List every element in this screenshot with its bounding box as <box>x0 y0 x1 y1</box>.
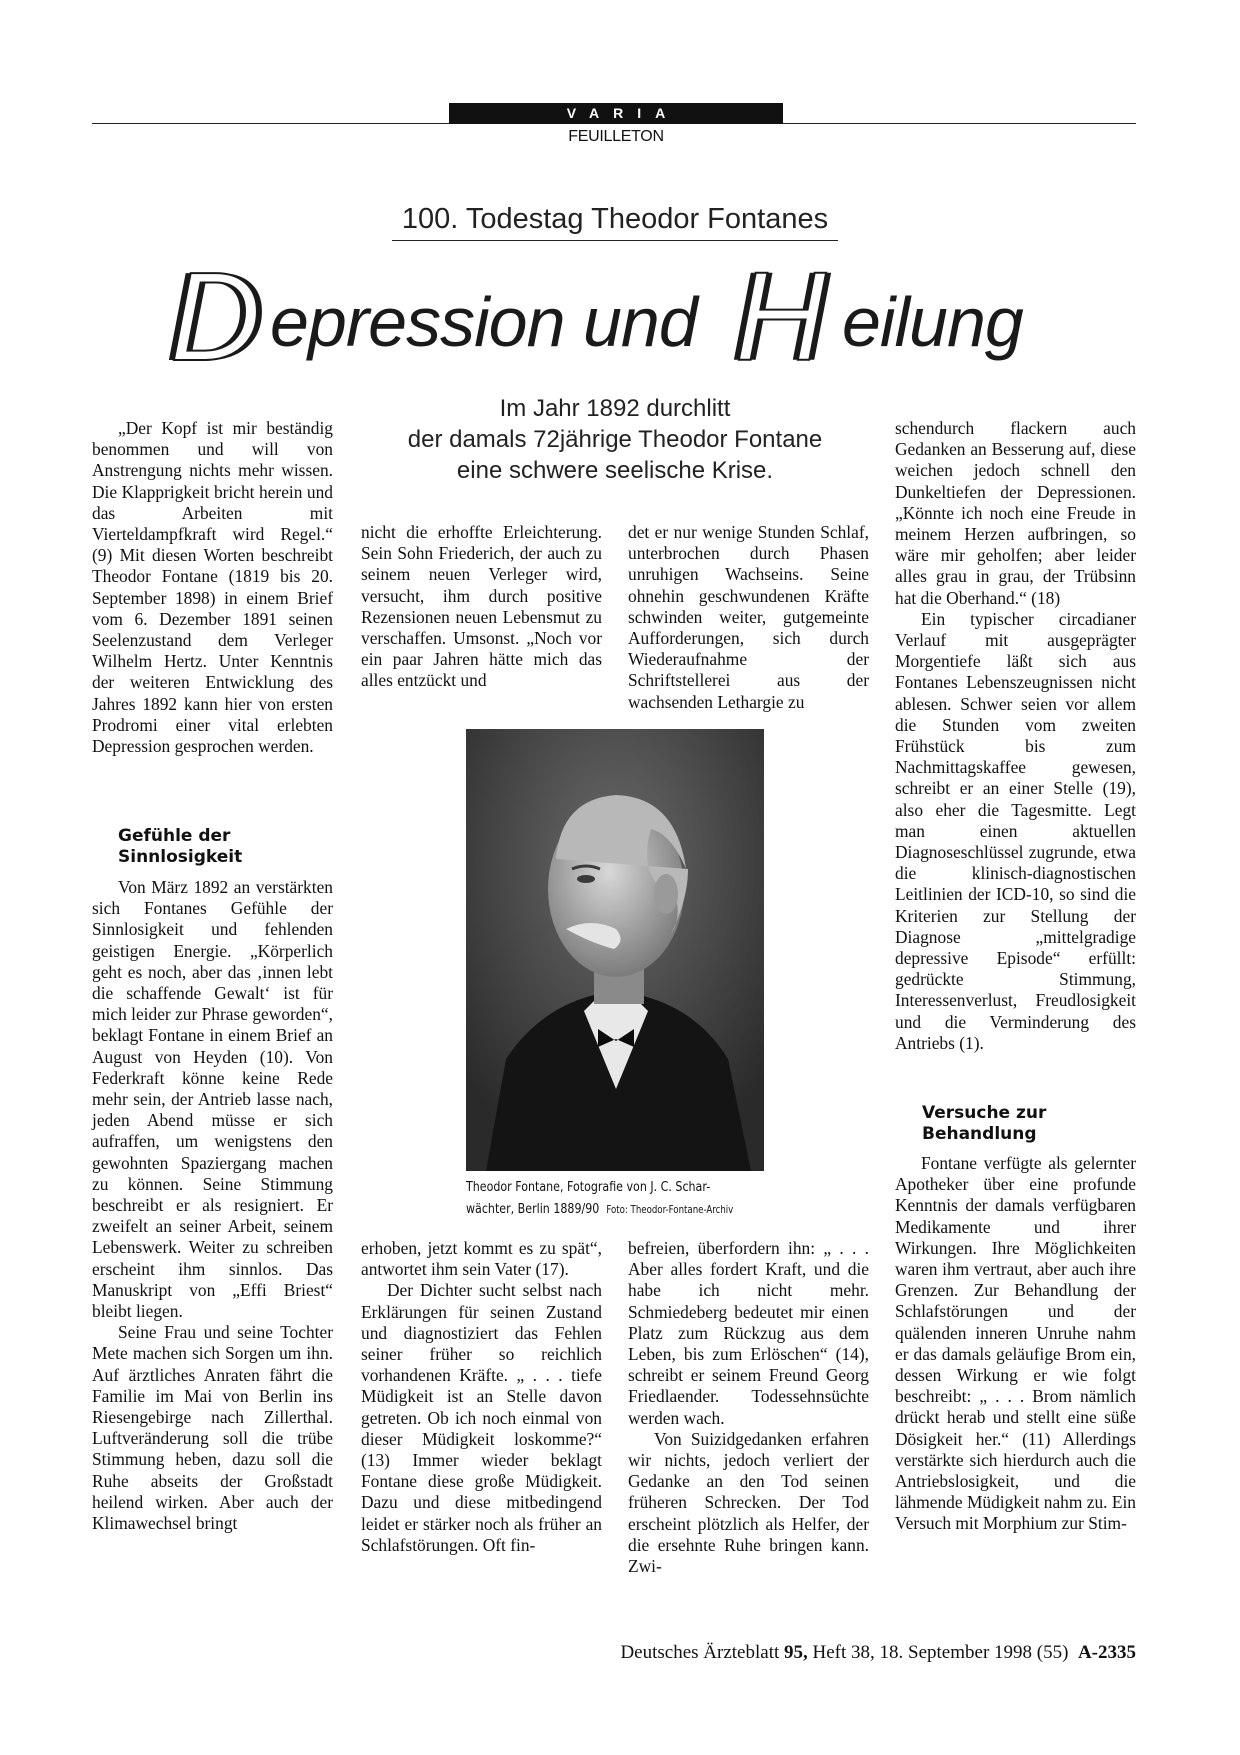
paragraph: Von März 1892 an verstärkten sich Fontanes Gefühle der Sinnlosigkeit und fehlenden geistigen Energie. „Körperlich geht es noch, aber das ‚innen lebt die schaffende Gewalt‘ ist für mich leider zur Phrase geworden“, beklagt Fontane in einem Brief an August von Heyden (10). Von Federkraft könne keine Rede mehr sein, der Antrieb lasse nach, jeden Abend müsse er sich aufraffen, um wenigstens den gewohnten Spaziergang machen zu können. Seine Stimmung beschreibt er als resigniert. Er zweifelt an seiner Arbeit, seinem Lebenswerk. Weiter zu schreiben erscheint ihm sinnlos. Das Manuskript von „Effi Briest“ bleibt liegen. <box>92 877 333 1322</box>
column-1-bottom <box>92 877 333 1534</box>
paragraph: „Der Kopf ist mir beständig benommen und will von Anstrengung nichts mehr wissen. Die Klapprigkeit bricht herein und das Arbeiten mit Vierteldampfkraft wird Regel.“ (9) Mit diesen Worten beschreibt Theodor Fontane (1819 bis 20. September 1898) in einem Brief vom 6. Dezember 1891 seinen Seelenzustand dem Verleger Wilhelm Hertz. Unter Kenntnis der weiteren Entwicklung des Jahres 1892 kann hier von ersten Prodromi einer vital erlebten Depression gesprochen werden. <box>92 418 333 757</box>
subheading-2 <box>922 1103 1132 1145</box>
subheading-line: Behandlung <box>922 1124 1037 1144</box>
caption-line-2 <box>466 1198 737 1221</box>
paragraph: Von Suizidgedanken erfahren wir nichts, jedoch verliert der Gedanke an den Tod seinen früheren Schrecken. Der Tod erscheint plötzlich als Helfer, der die ersehnte Ruhe bringen kann. Zwi- <box>628 1428 869 1577</box>
subheading-line: Versuche zur <box>922 1103 1047 1123</box>
title-initial-2: H <box>735 246 825 387</box>
paragraph: nicht die erhoffte Erleichterung. Sein Sohn Friederich, der auch zu seinem neuen Verleger wird, versucht, ihm durch positive Rezensionen neuen Lebensmut zu verschaffen. Umsonst. „Noch vor ein paar Jahren hätte mich das alles entzückt und <box>361 522 602 691</box>
paragraph: Fontane verfügte als gelernter Apotheker über eine profunde Kenntnis der damals verfügbaren Medikamente und ihrer Wirkungen. Ihre Möglichkeiten waren ihm vertraut, aber auch ihre Grenzen. Zur Behandlung der Schlafstörungen und der quälenden inneren Unruhe nahm er das damals geläufige Brom ein, dessen Wirkung er wie folgt beschreibt: „ . . . Brom nämlich drückt herab und stellt eine süße Dösigkeit her.“ (11) Allerdings verstärkte sich hierdurch auch die Antriebslosigkeit, und die lähmende Müdigkeit nahm zu. Ein Versuch mit Morphium zur Stim- <box>895 1153 1136 1534</box>
title-word-1: epression und <box>270 283 697 361</box>
paragraph: Seine Frau und seine Tochter Mete machen sich Sorgen um ihn. Auf ärztliches Anraten fährt die Familie im Mai von Berlin ins Riesengebirge nach Zillerthal. Luftveränderung soll die trübe Stimmung heben, dazu soll die Ruhe abseits der Großstadt heilend wirken. Aber auch der Klimawechsel bringt <box>92 1322 333 1534</box>
column-4-top <box>895 418 1136 1054</box>
deck-line: der damals 72jährige Theodor Fontane <box>407 426 823 453</box>
journal-volume: 95, <box>784 1642 808 1663</box>
subheading-1 <box>118 826 328 868</box>
page-footer <box>560 1642 1136 1664</box>
column-1-top <box>92 418 333 757</box>
caption-text: wächter, Berlin 1889/90 <box>466 1201 600 1217</box>
column-3-top <box>628 522 869 713</box>
paragraph: erhoben, jetzt kommt es zu spät“, antwortet ihm sein Vater (17). <box>361 1238 602 1280</box>
caption-line: Theodor Fontane, Fotografie von J. C. Schar- <box>466 1179 711 1195</box>
subsection-label: FEUILLETON <box>568 128 664 145</box>
photo-caption <box>466 1176 737 1221</box>
subheading-line: Sinnlosigkeit <box>118 847 243 867</box>
kicker-underline <box>392 240 838 241</box>
article-title <box>170 246 1070 387</box>
paragraph: Ein typischer circadianer Verlauf mit ausgeprägter Morgentiefe läßt sich aus Fontanes Lebenszeugnissen nicht ablesen. Schwer seien vor allem die Stunden vom zweiten Frühstück bis zum Nachmittagskaffee gewesen, schreibt er an einer Stelle (19), also eher die Tagesmitte. Legt man einen aktuellen Diagnoseschlüssel zugrunde, etwa die klinisch-diagnostischen Leitlinien der ICD-10, so sind die Kriterien zur Stellung der Diagnose „mittelgradige depressive Episode“ erfüllt: gedrückte Stimmung, Interessenverlust, Freudlosigkeit und die Verminderung des Antriebs (1). <box>895 608 1136 1053</box>
title-initial-1: D <box>170 246 260 387</box>
title-word-2: eilung <box>842 283 1023 361</box>
section-label: VARIA <box>449 103 783 124</box>
paragraph: det er nur wenige Stunden Schlaf, unterbrochen durch Phasen unruhigen Wachseins. Seine ohnehin geschwundenen Kräfte schwinden weiter, gutgemeinte Aufforderungen, sich durch Wiederaufnahme der Schriftstellerei aus der wachsenden Lethargie zu <box>628 522 869 712</box>
page-number: A-2335 <box>1077 1642 1136 1663</box>
paragraph: schendurch flackern auch Gedanken an Besserung auf, diese weichen jedoch schnell den Dunkeltiefen der Depressionen. „Könnte ich noch eine Freude in meinem Herzen aufbringen, so wäre mir geholfen; aber leider alles grau in grau, der Trübsinn hat die Oberhand.“ (18) <box>895 418 1136 608</box>
column-4-bottom <box>895 1153 1136 1535</box>
issue-info: Heft 38, 18. September 1998 (55) <box>812 1642 1069 1663</box>
journal-name: Deutsches Ärzteblatt <box>620 1642 780 1663</box>
paragraph: befreien, überfordern ihn: „ . . . Aber alles fordert Kraft, und die habe ich nicht mehr. Schmiedeberg bedeutet mir einen Platz zum Rückzug aus dem Leben, bis zum Erlöschen“ (14), schreibt er seinem Freund Georg Friedlaender. Todessehnsüchte werden wach. <box>628 1238 869 1428</box>
deck-line: Im Jahr 1892 durchlitt <box>499 395 731 422</box>
column-2-bottom <box>361 1238 602 1556</box>
paragraph: Der Dichter sucht selbst nach Erklärungen für seinen Zustand und diagnostiziert das Fehlen seiner früher so reichlich vorhandenen Kräfte. „ . . . tiefe Müdigkeit ist an Stelle davon getreten. Ob ich noch einmal von dieser Müdigkeit loskomme?“ (13) Immer wieder beklagt Fontane diese große Müdigkeit. Dazu und diese mitbedingend leidet er stärker noch als früher an Schlafstörungen. Oft fin- <box>361 1280 602 1555</box>
column-2-top <box>361 522 602 692</box>
column-3-bottom <box>628 1238 869 1577</box>
article-kicker: 100. Todestag Theodor Fontanes <box>401 203 829 235</box>
photo-credit: Foto: Theodor-Fontane-Archiv <box>606 1204 734 1216</box>
portrait-illustration <box>466 729 764 1171</box>
fontane-portrait-photo <box>466 729 764 1171</box>
article-deck <box>378 393 852 486</box>
subheading-line: Gefühle der <box>118 826 231 846</box>
deck-line: eine schwere seelische Krise. <box>456 457 774 484</box>
